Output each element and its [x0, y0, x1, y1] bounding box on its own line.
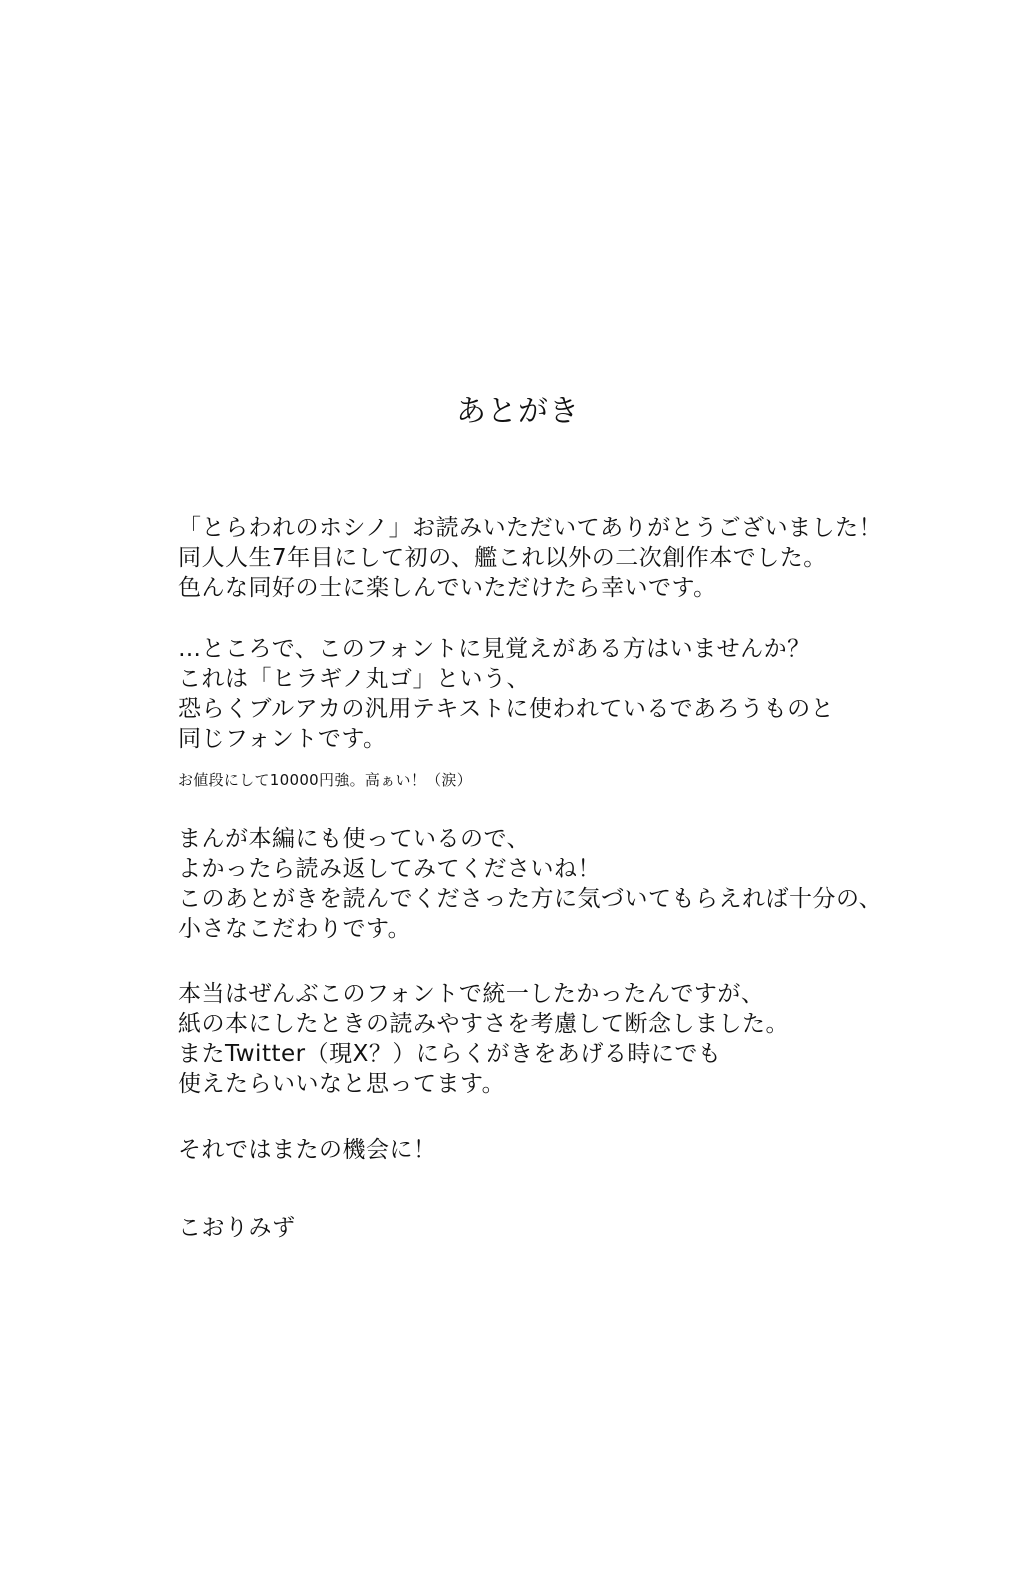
text-line: 紙の本にしたときの読みやすさを考慮して断念しました。 [178, 1011, 789, 1037]
text-line: これは「ヒラギノ丸ゴ」という、 [178, 666, 531, 692]
text-line: 「とらわれのホシノ」お読みいただいてありがとうございました！ [178, 515, 883, 541]
paragraph-price-note [178, 769, 938, 791]
page-title: あとがき [456, 394, 580, 429]
text-line: 色んな同好の士に楽しんでいただけたら幸いです。 [178, 575, 717, 601]
text-line: 恐らくブルアカの汎用テキストに使われているであろうものと [178, 696, 835, 722]
text-line: 同じフォントです。 [178, 726, 387, 752]
paragraph-unify [178, 979, 938, 1099]
text-line: 同人人生7年目にして初の、艦これ以外の二次創作本でした。 [178, 545, 827, 571]
paragraph-usage [178, 824, 938, 944]
paragraph-thanks [178, 513, 938, 603]
paragraph-font [178, 634, 938, 754]
author-name: こおりみず [178, 1215, 296, 1241]
text-line: …ところで、このフォントに見覚えがある方はいませんか？ [178, 636, 811, 662]
text-line: 小さなこだわりです。 [178, 916, 412, 942]
paragraph-closing [178, 1135, 938, 1165]
author-signature [178, 1213, 938, 1243]
text-line: 使えたらいいなと思ってます。 [178, 1071, 506, 1097]
text-line: それではまたの機会に！ [178, 1137, 437, 1163]
text-line: 本当はぜんぶこのフォントで統一したかったんですが、 [178, 981, 765, 1007]
text-line: またTwitter（現X？）にらくがきをあげる時にでも [178, 1041, 722, 1067]
small-note: お値段にして10000円強。高ぁい！（涙） [178, 771, 473, 789]
text-line: よかったら読み返してみてくださいね！ [178, 856, 601, 882]
text-line: まんが本編にも使っているので、 [178, 826, 531, 852]
text-line: このあとがきを読んでくださった方に気づいてもらえれば十分の、 [178, 886, 883, 912]
